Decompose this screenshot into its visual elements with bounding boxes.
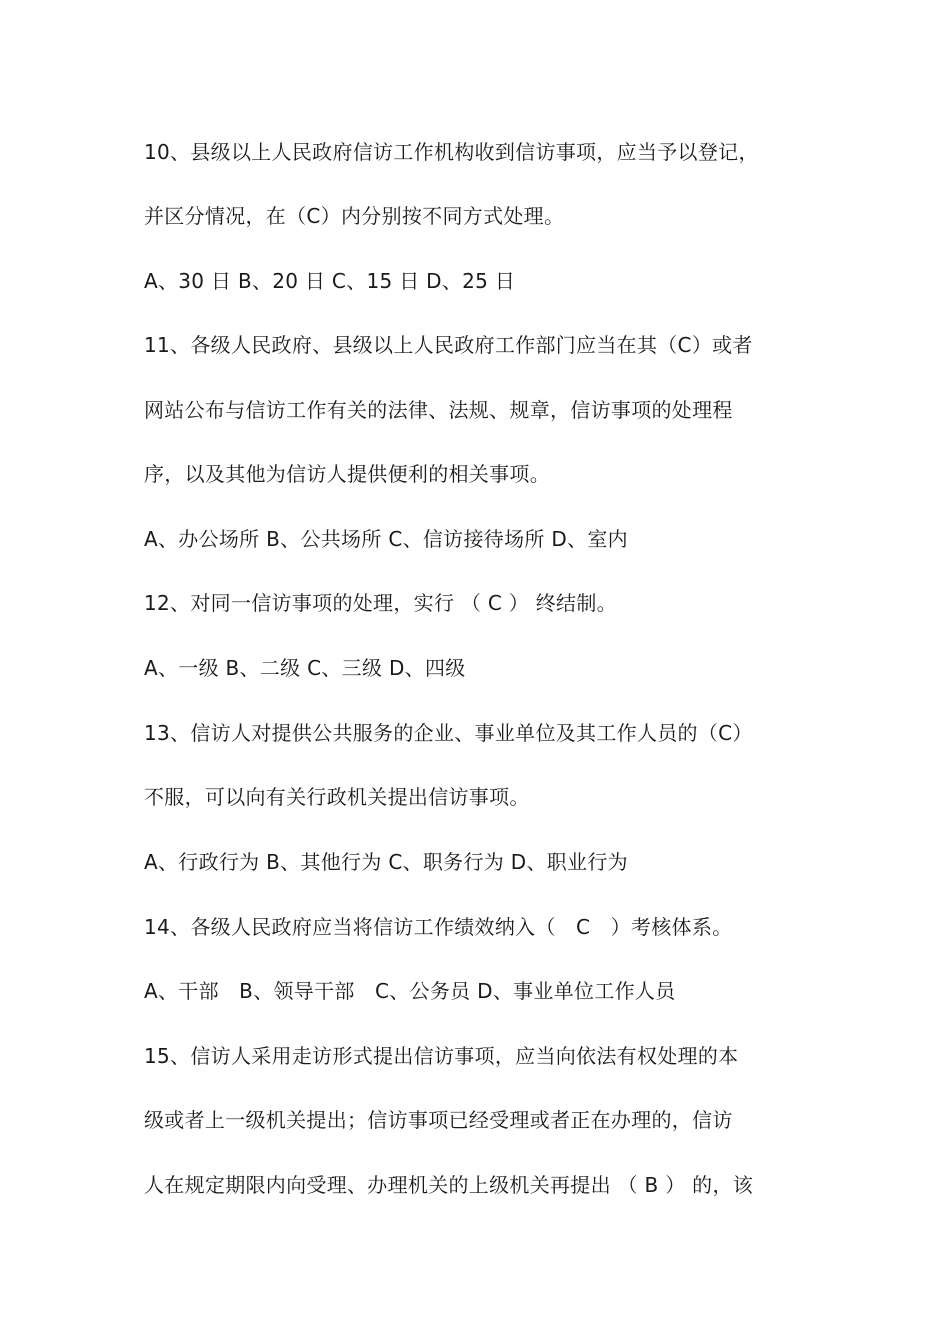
question-15-stem-line-3: 人在规定期限内向受理、办理机关的上级机关再提出 （ B ） 的，该: [144, 1173, 754, 1197]
question-15-stem-line-1: 15、信访人采用走访形式提出信访事项，应当向依法有权处理的本: [144, 1044, 739, 1068]
question-11-options: A、办公场所 B、公共场所 C、信访接待场所 D、室内: [144, 527, 628, 551]
question-15-stem-line-2: 级或者上一级机关提出；信访事项已经受理或者正在办理的，信访: [144, 1108, 733, 1132]
question-11-stem-line-2: 网站公布与信访工作有关的法律、法规、规章，信访事项的处理程: [144, 398, 733, 422]
question-10-options: A、30 日 B、20 日 C、15 日 D、25 日: [144, 269, 516, 293]
question-14-options: A、干部 B、领导干部 C、公务员 D、事业单位工作人员: [144, 979, 676, 1003]
question-12-stem: 12、对同一信访事项的处理，实行 （ C ） 终结制。: [144, 591, 617, 615]
question-11-stem-line-1: 11、各级人民政府、县级以上人民政府工作部门应当在其（C）或者: [144, 333, 753, 357]
question-10-stem-line-1: 10、县级以上人民政府信访工作机构收到信访事项，应当予以登记，: [144, 140, 759, 164]
question-12-options: A、一级 B、二级 C、三级 D、四级: [144, 656, 466, 680]
question-14-stem: 14、各级人民政府应当将信访工作绩效纳入（ C ）考核体系。: [144, 915, 733, 939]
question-10-stem-line-2: 并区分情况，在（C）内分别按不同方式处理。: [144, 204, 565, 228]
question-11-stem-line-3: 序，以及其他为信访人提供便利的相关事项。: [144, 462, 550, 486]
question-13-stem-line-1: 13、信访人对提供公共服务的企业、事业单位及其工作人员的（C）: [144, 721, 753, 745]
question-13-options: A、行政行为 B、其他行为 C、职务行为 D、职业行为: [144, 850, 628, 874]
question-13-stem-line-2: 不服，可以向有关行政机关提出信访事项。: [144, 785, 530, 809]
